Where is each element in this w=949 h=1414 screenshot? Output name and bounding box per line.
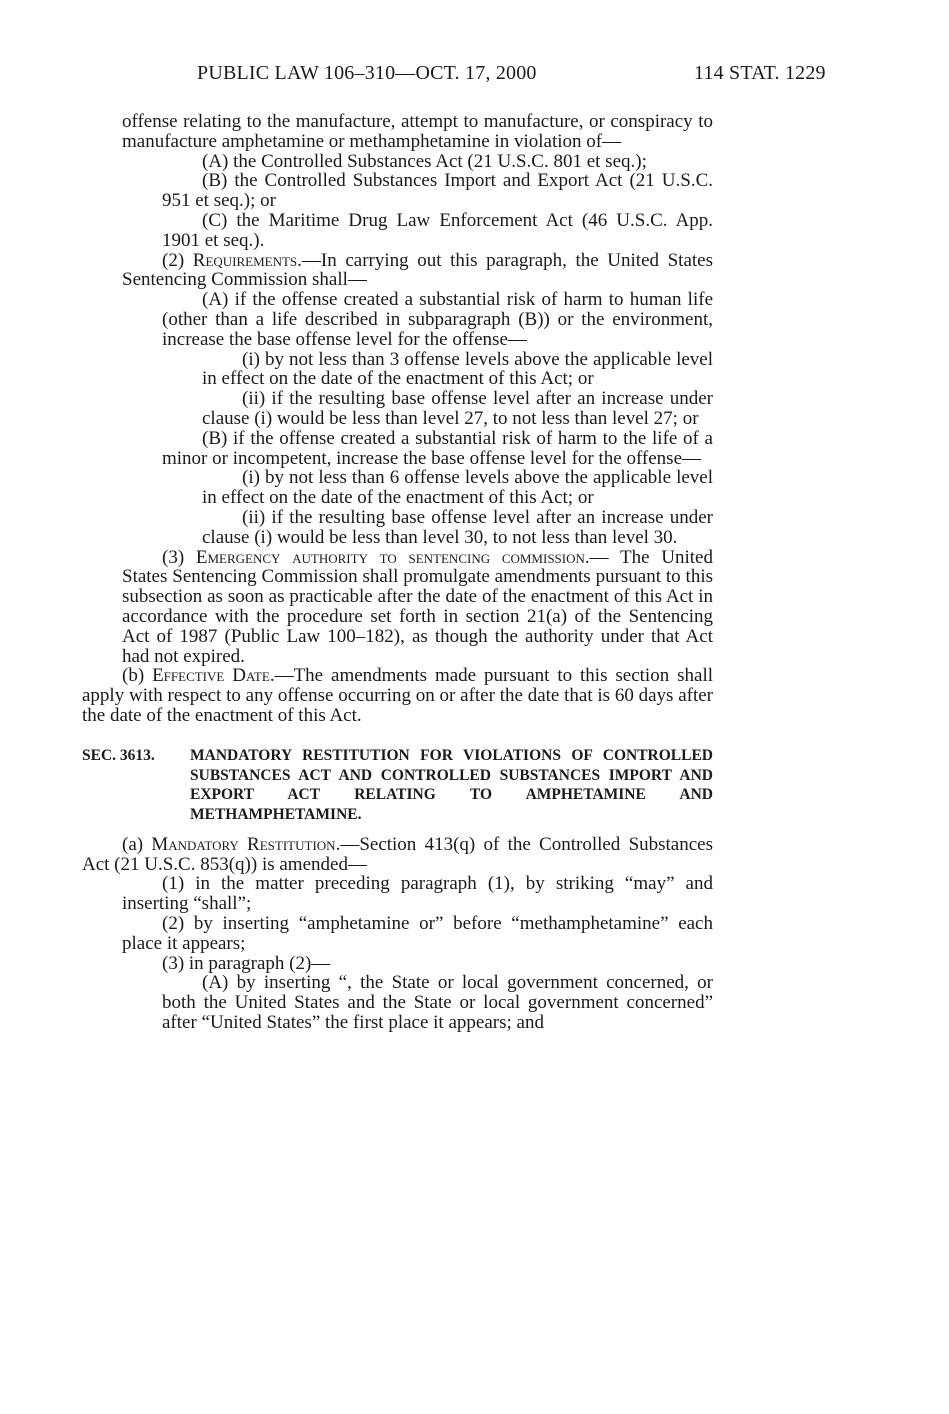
paragraph: (ii) if the resulting base offense level after an increase under clause (i) would be less than level 27, to not less than level 27; or	[202, 388, 713, 429]
paragraph-number: (b)	[122, 665, 153, 687]
paragraph: (2) by inserting “amphetamine or” before “methamphetamine” each place it appears;	[122, 913, 713, 954]
section-heading	[82, 746, 713, 825]
paragraph	[82, 666, 713, 725]
paragraph	[82, 835, 713, 875]
paragraph: (A) by inserting “, the State or local government concerned, or both the United States and the State or local government concerned” after “United States” the first place it appears; and	[162, 972, 713, 1034]
document-body	[0, 112, 949, 1033]
paragraph-text: .—Section 413(q) of the Controlled Substances Act (21 U.S.C. 853(q)) is amended—	[82, 833, 714, 875]
paragraph: (A) if the offense created a substantial risk of harm to human life (other than a life described in subparagraph (B)) or the environment, increase the base offense level for the offense—	[162, 289, 713, 350]
paragraph-heading: Requirements	[192, 249, 298, 271]
paragraph: (B) the Controlled Substances Import and Export Act (21 U.S.C. 951 et seq.); or	[162, 170, 713, 212]
section-number: SEC. 3613.	[82, 746, 155, 764]
paragraph: (B) if the offense created a substantial risk of harm to the life of a minor or incompetent, increase the base offense level for the offense—	[162, 427, 713, 469]
paragraph	[122, 548, 713, 667]
section-title: MANDATORY RESTITUTION FOR VIOLATIONS OF CONTROLLED SUBSTANCES ACT AND CONTROLLED SUBSTANCES IMPORT AND EXPORT ACT RELATING TO AMPHETAMINE AND METHAMPHETAMINE.	[190, 746, 713, 824]
paragraph	[122, 251, 713, 291]
running-header: PUBLIC LAW 106–310—OCT. 17, 2000	[197, 62, 537, 84]
paragraph: (C) the Maritime Drug Law Enforcement Act (46 U.S.C. App. 1901 et seq.).	[162, 209, 713, 251]
paragraph-text: .—In carrying out this paragraph, the United States Sentencing Commission shall—	[122, 249, 713, 291]
paragraph-text: .—The amendments made pursuant to this section shall apply with respect to any offense occurring on or after the date that is 60 days after the date of the enactment of this Act.	[82, 665, 713, 726]
paragraph-number: (a)	[122, 833, 152, 855]
paragraph-number: (3)	[162, 546, 196, 568]
paragraph-heading: Effective Date	[152, 665, 270, 687]
paragraph: (ii) if the resulting base offense level after an increase under clause (i) would be less than level 30, to not less than level 30.	[202, 506, 713, 548]
paragraph-heading: Mandatory Restitution	[151, 833, 336, 855]
paragraph-text: .— The United States Sentencing Commission shall promulgate amendments pursuant to this subsection as soon as practicable after the date of the enactment of this Act in accordance with the procedure set forth in section 21(a) of the Sentencing Act of 1987 (Public Law 100–182), as though the authority under that Act had not expired.	[122, 546, 713, 667]
paragraph: (1) in the matter preceding paragraph (1), by striking “may” and inserting “shall”;	[122, 873, 713, 915]
paragraph: (3) in paragraph (2)—	[162, 952, 331, 974]
paragraph: (i) by not less than 3 offense levels above the applicable level in effect on the date of the enactment of this Act; or	[202, 348, 713, 390]
paragraph-heading: Emergency authority to sentencing commission	[195, 546, 585, 568]
paragraph-number: (2)	[162, 249, 193, 271]
paragraph: offense relating to the manufacture, attempt to manufacture, or conspiracy to manufacture amphetamine or methamphetamine in violation of—	[122, 111, 713, 152]
paragraph: (i) by not less than 6 offense levels above the applicable level in effect on the date of the enactment of this Act; or	[202, 467, 713, 509]
page-citation: 114 STAT. 1229	[694, 62, 826, 84]
paragraph: (A) the Controlled Substances Act (21 U.S.C. 801 et seq.);	[202, 150, 647, 172]
